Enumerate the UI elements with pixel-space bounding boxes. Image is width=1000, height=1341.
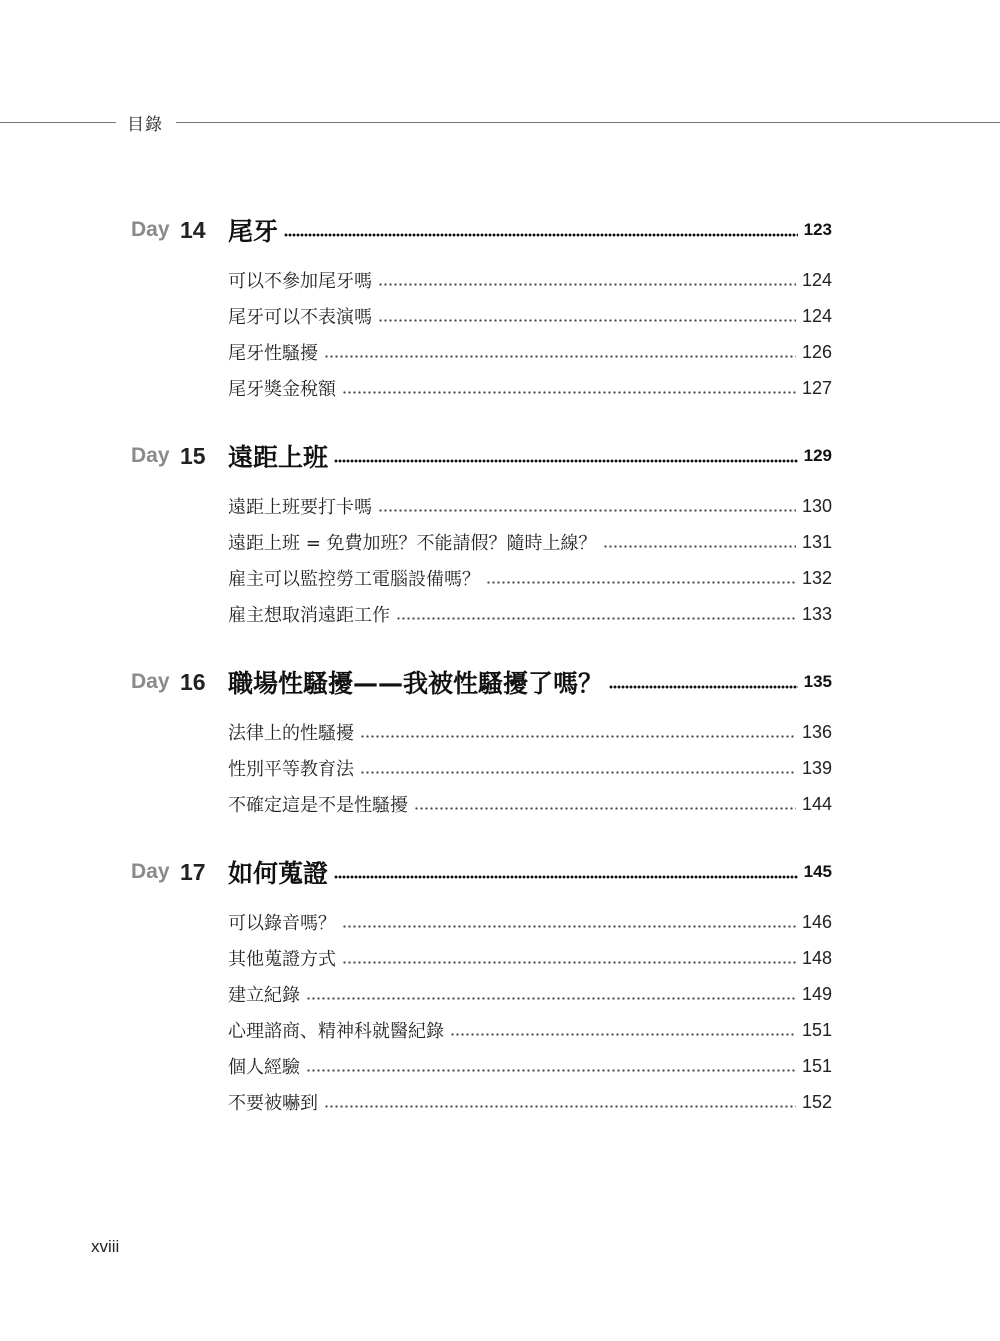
entry-page-number: 126 [801,341,832,362]
dot-leader [486,572,796,584]
entry-title: 雇主想取消遠距工作 [228,605,390,626]
entry-title: 尾牙獎金稅額 [228,379,336,400]
dot-leader [306,988,796,1000]
dot-leader [360,726,796,738]
entry-page-number: 130 [801,495,832,516]
entry-page-number: 131 [801,531,832,552]
toc-entry[interactable] [228,265,832,295]
dot-leader [396,608,796,620]
chapter-page-number: 145 [803,862,832,881]
entry-title: 尾牙可以不表演嗎 [228,307,372,328]
entry-title: 遠距上班要打卡嗎 [228,497,372,518]
toc-entry[interactable] [228,717,832,747]
header-rule-left [0,122,116,123]
toc-entry[interactable] [228,1051,832,1081]
toc-entry[interactable] [228,753,832,783]
dot-leader [378,310,796,322]
day-label: Day [131,444,170,467]
entry-page-number: 124 [801,305,832,326]
dot-leader [378,274,796,286]
toc-entry[interactable] [228,907,832,937]
dot-leader [360,762,796,774]
entry-page-number: 152 [801,1091,832,1112]
toc-entry[interactable] [228,943,832,973]
chapter-heading[interactable] [0,436,1000,476]
entry-title: 性別平等教育法 [228,759,354,780]
entry-title: 可以錄音嗎？ [228,913,336,934]
entry-page-number: 151 [801,1019,832,1040]
day-number: 16 [180,669,206,695]
page-number-folio: xviii [91,1237,120,1256]
toc-entry[interactable] [228,789,832,819]
dot-leader [342,916,796,928]
toc-entry[interactable] [228,563,832,593]
toc-entry[interactable] [228,599,832,629]
entry-title: 雇主可以監控勞工電腦設備嗎？ [228,569,480,590]
chapter-title: 職場性騷擾——我被性騷擾了嗎？ [228,669,604,698]
dot-leader [342,382,796,394]
header-section-title: 目錄 [127,115,163,135]
toc-entry[interactable] [228,337,832,367]
day-number: 15 [180,443,206,469]
dot-leader [324,1096,796,1108]
day-label: Day [131,670,170,693]
entry-page-number: 132 [801,567,832,588]
dot-leader [603,536,796,548]
entry-title: 心理諮商、精神科就醫紀錄 [228,1021,444,1042]
entry-title: 尾牙性騷擾 [228,343,318,364]
entry-title: 不要被嚇到 [228,1093,318,1114]
entry-page-number: 148 [801,947,832,968]
entry-page-number: 133 [801,603,832,624]
toc-entry[interactable] [228,1015,832,1045]
entry-title: 遠距上班 = 免費加班？不能請假？隨時上線？ [228,533,597,554]
chapter-title: 如何蒐證 [228,859,329,888]
entry-title: 個人經驗 [228,1057,300,1078]
day-number: 14 [180,217,206,243]
chapter-page-number: 129 [803,446,832,465]
entry-page-number: 151 [801,1055,832,1076]
entry-page-number: 139 [801,757,832,778]
dot-leader [306,1060,796,1072]
chapter-heading[interactable] [0,852,1000,892]
dot-leader [450,1024,796,1036]
dot-leader [284,223,798,237]
toc-entry[interactable] [228,373,832,403]
entry-page-number: 144 [801,793,832,814]
chapter-page-number: 135 [803,672,832,691]
header-rule-right [176,122,1000,123]
chapter-heading[interactable] [0,662,1000,702]
entry-title: 其他蒐證方式 [228,949,336,970]
toc-entry[interactable] [228,979,832,1009]
chapter-heading[interactable] [0,210,1000,250]
dot-leader [378,500,796,512]
dot-leader [342,952,796,964]
entry-page-number: 136 [801,721,832,742]
toc-entry[interactable] [228,301,832,331]
entry-page-number: 124 [801,269,832,290]
entry-title: 法律上的性騷擾 [228,723,354,744]
day-number: 17 [180,859,206,885]
toc-entry[interactable] [228,491,832,521]
entry-page-number: 146 [801,911,832,932]
day-label: Day [131,218,170,241]
day-label: Day [131,860,170,883]
dot-leader [609,675,798,689]
chapter-title: 遠距上班 [228,443,329,472]
chapter-title: 尾牙 [228,217,279,246]
toc-entry[interactable] [228,1087,832,1117]
entry-title: 建立紀錄 [228,985,300,1006]
chapter-page-number: 123 [803,220,832,239]
entry-page-number: 127 [801,377,832,398]
dot-leader [324,346,796,358]
entry-title: 不確定這是不是性騷擾 [228,795,408,816]
toc-entry[interactable] [228,527,832,557]
running-header [0,108,1000,138]
dot-leader [334,449,798,463]
dot-leader [334,865,798,879]
entry-title: 可以不參加尾牙嗎 [228,271,372,292]
dot-leader [414,798,796,810]
entry-page-number: 149 [801,983,832,1004]
